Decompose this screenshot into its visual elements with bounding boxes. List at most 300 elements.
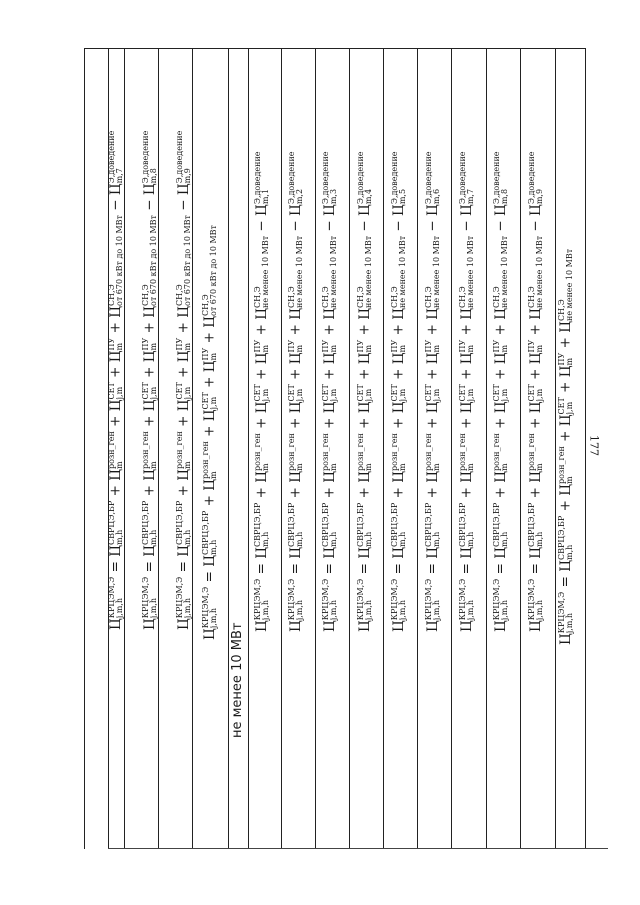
formula-row (254, 151, 270, 632)
price-term-gen-subscript: m (209, 471, 218, 480)
plus-sign: + (390, 319, 407, 340)
price-symbol: Ц (458, 352, 475, 365)
price-term-left-superscript: КРЦЭМ,Э (557, 591, 566, 634)
price-term-set (527, 384, 543, 413)
price-term-pu-superscript: ПУ (526, 339, 536, 353)
formula-row (322, 151, 338, 632)
price-symbol: Ц (175, 469, 192, 481)
price-term-left-superscript: КРЦЭМ,Э (201, 586, 210, 629)
price-term-svr (390, 503, 406, 559)
price-term-sn-superscript: СН,Э (389, 286, 399, 308)
price-symbol: Ц (253, 547, 270, 559)
price-term-gen (425, 433, 441, 483)
price-term-pu-superscript: ПУ (321, 339, 331, 353)
row-divider (228, 48, 229, 848)
price-term-pu (390, 340, 406, 365)
price-term-delivery (527, 151, 543, 215)
price-term-left-superscript: КРЦЭМ,Э (424, 578, 433, 621)
plus-sign: + (557, 332, 574, 353)
price-term-set-superscript: СЕТ (424, 384, 433, 402)
price-term-sn-superscript: СН,Э (107, 284, 116, 306)
price-symbol: Ц (201, 628, 218, 640)
price-term-svr (202, 511, 218, 567)
price-term-sn (425, 236, 441, 320)
plus-sign: + (321, 319, 338, 340)
price-term-svr-superscript: СВРЦЭ,БР (253, 502, 262, 547)
row-divider (383, 48, 384, 848)
price-term-gen-superscript: розн_ген (458, 433, 468, 472)
price-term-delivery (459, 151, 475, 215)
price-term-left (142, 577, 158, 630)
price-symbol: Ц (458, 547, 475, 559)
price-symbol: Ц (527, 204, 544, 216)
price-term-set-superscript: СЕТ (355, 384, 365, 402)
price-symbol: Ц (527, 352, 544, 365)
plus-sign: + (321, 364, 338, 385)
price-term-set-subscript: j,m (295, 388, 305, 402)
price-term-svr-subscript: m,h (261, 531, 270, 547)
price-term-sn-superscript: СН,Э (175, 284, 184, 306)
price-symbol: Ц (424, 401, 441, 414)
plus-sign: + (253, 364, 270, 385)
price-term-svr (322, 503, 338, 559)
price-term-svr-superscript: СВРЦЭ,БР (141, 500, 150, 545)
price-symbol: Ц (390, 547, 407, 559)
plus-sign: + (557, 495, 574, 516)
plus-sign: + (527, 319, 544, 340)
formula-row (176, 131, 192, 630)
price-symbol: Ц (253, 308, 270, 320)
price-symbol: Ц (175, 399, 192, 412)
price-symbol: Ц (424, 547, 441, 559)
price-symbol: Ц (557, 560, 574, 572)
price-symbol: Ц (356, 308, 373, 320)
formula-row (528, 151, 544, 632)
price-term-pu-subscript: m (466, 344, 476, 353)
price-term-pu-superscript: ПУ (253, 339, 262, 353)
minus-sign: − (287, 215, 304, 236)
price-term-delivery (142, 131, 158, 195)
price-symbol: Ц (107, 399, 124, 412)
price-symbol: Ц (175, 306, 192, 318)
price-term-sn-superscript: СН,Э (557, 299, 566, 321)
price-term-delivery (288, 151, 304, 215)
plus-sign: + (458, 482, 475, 503)
price-term-set-superscript: СЕТ (492, 384, 502, 402)
price-term-sn-superscript: СН,Э (253, 286, 262, 308)
price-term-set-superscript: СЕТ (287, 384, 297, 402)
price-term-left-subscript: j,m,h (183, 597, 192, 619)
price-term-left (254, 579, 270, 632)
price-symbol: Ц (527, 471, 544, 483)
price-term-gen (142, 431, 158, 481)
price-term-sn-subscript: не менее 10 МВт (261, 235, 270, 308)
price-term-left-subscript: j,m,h (149, 597, 158, 619)
price-term-pu (425, 340, 441, 365)
price-term-gen-subscript: m (183, 461, 192, 470)
price-symbol: Ц (175, 183, 192, 196)
row-divider (486, 48, 487, 848)
price-symbol: Ц (492, 547, 509, 559)
price-term-sn-superscript: СН,Э (424, 286, 433, 308)
plus-sign: + (424, 482, 441, 503)
formula-row (459, 151, 475, 632)
price-term-set-subscript: j,m (466, 388, 476, 402)
price-term-left (390, 579, 406, 632)
price-term-set-subscript: j,m (209, 396, 218, 410)
price-term-delivery-superscript: Э,доведение (287, 151, 297, 205)
minus-sign: − (458, 215, 475, 236)
price-term-pu-superscript: ПУ (107, 337, 116, 351)
price-term-pu-subscript: m (500, 344, 510, 353)
price-term-delivery-superscript: Э,доведение (355, 151, 365, 205)
price-term-set-subscript: j,m (115, 386, 124, 400)
price-term-pu-superscript: ПУ (355, 339, 365, 353)
price-term-delivery-superscript: Э,доведение (253, 151, 262, 205)
price-term-gen-superscript: розн_ген (389, 433, 399, 472)
plus-sign: + (492, 413, 509, 434)
price-term-gen (202, 441, 218, 491)
price-term-gen-superscript: розн_ген (492, 433, 502, 472)
price-term-svr (527, 503, 543, 559)
row-divider (158, 48, 159, 848)
price-symbol: Ц (321, 204, 338, 216)
price-term-set (288, 384, 304, 413)
price-symbol: Ц (175, 350, 192, 363)
price-term-set (493, 384, 509, 413)
price-symbol: Ц (321, 308, 338, 320)
price-symbol: Ц (201, 316, 218, 328)
price-term-sn-subscript: от 670 кВт до 10 МВт (149, 215, 158, 306)
price-term-left-subscript: j,m,h (432, 599, 441, 621)
price-term-svr-superscript: СВРЦЭ,БР (557, 515, 566, 560)
price-term-set-subscript: j,m (500, 388, 510, 402)
price-term-pu-superscript: ПУ (424, 339, 433, 353)
bottom-rule (108, 848, 608, 849)
price-term-set-subscript: j,m (397, 388, 407, 402)
price-term-set (425, 384, 441, 413)
price-term-svr-superscript: СВРЦЭ,БР (458, 502, 468, 547)
price-term-set-superscript: СЕТ (389, 384, 399, 402)
price-term-gen (322, 433, 338, 483)
price-term-delivery (108, 131, 124, 195)
price-symbol: Ц (492, 620, 509, 632)
price-term-svr (142, 501, 158, 557)
plus-sign: + (253, 482, 270, 503)
price-term-delivery-subscript: m,9 (534, 188, 544, 205)
price-term-delivery-subscript: m,9 (183, 168, 192, 184)
price-term-set (459, 384, 475, 413)
page-number: 177 (587, 435, 601, 456)
price-term-sn-superscript: СН,Э (355, 286, 365, 308)
price-term-set (176, 382, 192, 411)
price-term-left-subscript: j,m,h (466, 599, 476, 621)
price-term-sn (108, 215, 124, 318)
price-term-sn (254, 236, 270, 320)
plus-sign: + (201, 490, 218, 511)
price-symbol: Ц (253, 620, 270, 632)
price-term-sn-subscript: не менее 10 МВт (466, 235, 476, 308)
plus-sign: + (424, 319, 441, 340)
minus-sign: − (424, 215, 441, 236)
equals-sign: = (253, 558, 270, 579)
price-term-sn-subscript: не менее 10 МВт (363, 235, 373, 308)
price-term-gen-superscript: розн_ген (526, 433, 536, 472)
price-term-delivery-superscript: Э,доведение (107, 130, 116, 184)
price-term-svr (356, 503, 372, 559)
price-symbol: Ц (424, 471, 441, 483)
price-term-delivery-subscript: m,7 (466, 188, 476, 205)
plus-sign: + (107, 411, 124, 432)
price-term-svr (288, 503, 304, 559)
plus-sign: + (175, 362, 192, 383)
plus-sign: + (492, 364, 509, 385)
plus-sign: + (141, 317, 158, 338)
price-term-pu-subscript: m (115, 342, 124, 351)
price-term-sn-superscript: СН,Э (201, 294, 210, 316)
minus-sign: − (253, 215, 270, 236)
price-term-pu (527, 340, 543, 365)
price-symbol: Ц (458, 401, 475, 414)
price-term-set-superscript: СЕТ (526, 384, 536, 402)
price-term-delivery-subscript: m,1 (261, 188, 270, 205)
price-term-sn-subscript: не менее 10 МВт (534, 235, 544, 308)
price-term-gen-superscript: розн_ген (253, 433, 262, 472)
price-term-pu (493, 340, 509, 365)
price-term-sn-subscript: не менее 10 МВт (432, 235, 441, 308)
price-term-delivery-subscript: m,8 (149, 168, 158, 184)
plus-sign: + (390, 364, 407, 385)
price-term-left-superscript: КРЦЭМ,Э (253, 578, 262, 621)
price-symbol: Ц (287, 204, 304, 216)
price-term-svr (558, 516, 574, 572)
price-term-left-subscript: j,m,h (295, 599, 305, 621)
price-term-pu (288, 340, 304, 365)
price-term-sn-subscript: не менее 10 МВт (329, 235, 339, 308)
formula-row (288, 151, 304, 632)
price-term-sn (558, 249, 574, 333)
price-symbol: Ц (527, 401, 544, 414)
price-term-gen-subscript: m (534, 463, 544, 472)
row-divider (520, 48, 521, 848)
price-term-set (322, 384, 338, 413)
price-term-pu-superscript: ПУ (389, 339, 399, 353)
price-term-left (202, 587, 218, 640)
price-term-left (527, 579, 543, 632)
price-term-gen-subscript: m (329, 463, 339, 472)
price-term-left-superscript: КРЦЭМ,Э (458, 578, 468, 621)
price-term-svr-superscript: СВРЦЭ,БР (389, 502, 399, 547)
equals-sign: = (527, 558, 544, 579)
price-term-left (558, 592, 574, 645)
price-term-sn-superscript: СН,Э (526, 286, 536, 308)
plus-sign: + (527, 413, 544, 434)
price-symbol: Ц (390, 471, 407, 483)
price-term-left (493, 579, 509, 632)
price-term-svr-superscript: СВРЦЭ,БР (424, 502, 433, 547)
price-term-left-superscript: КРЦЭМ,Э (389, 578, 399, 621)
price-term-set-subscript: j,m (565, 401, 574, 415)
formula-row (108, 131, 124, 630)
price-symbol: Ц (253, 204, 270, 216)
price-term-sn-subscript: не менее 10 МВт (295, 235, 305, 308)
price-term-svr-superscript: СВРЦЭ,БР (492, 502, 502, 547)
plus-sign: + (107, 480, 124, 501)
price-term-left-subscript: j,m,h (500, 599, 510, 621)
price-term-delivery-superscript: Э,доведение (526, 151, 536, 205)
plus-sign: + (253, 413, 270, 434)
row-divider (192, 48, 193, 848)
price-symbol: Ц (424, 352, 441, 365)
price-term-delivery (322, 151, 338, 215)
price-term-set (390, 384, 406, 413)
price-term-gen-subscript: m (565, 476, 574, 485)
price-symbol: Ц (390, 401, 407, 414)
price-term-delivery-superscript: Э,доведение (175, 130, 184, 184)
price-term-pu-superscript: ПУ (287, 339, 297, 353)
price-term-svr-superscript: СВРЦЭ,БР (287, 502, 297, 547)
price-term-gen-subscript: m (115, 461, 124, 470)
price-term-left-superscript: КРЦЭМ,Э (287, 578, 297, 621)
price-symbol: Ц (287, 471, 304, 483)
price-term-gen-subscript: m (363, 463, 373, 472)
plus-sign: + (175, 411, 192, 432)
price-term-delivery-subscript: m,7 (115, 168, 124, 184)
price-term-pu-subscript: m (329, 344, 339, 353)
price-term-svr-superscript: СВРЦЭ,БР (107, 500, 116, 545)
price-symbol: Ц (424, 308, 441, 320)
price-term-left-subscript: j,m,h (115, 597, 124, 619)
price-symbol: Ц (458, 204, 475, 216)
price-term-set-subscript: j,m (534, 388, 544, 402)
price-term-sn-subscript: не менее 10 МВт (565, 248, 574, 321)
price-term-left-subscript: j,m,h (363, 599, 373, 621)
price-symbol: Ц (141, 399, 158, 412)
price-symbol: Ц (287, 547, 304, 559)
minus-sign: − (107, 195, 124, 216)
formula-row (493, 151, 509, 632)
price-term-set-superscript: СЕТ (458, 384, 468, 402)
price-term-gen (176, 431, 192, 481)
equals-sign: = (287, 558, 304, 579)
price-term-sn-subscript: не менее 10 МВт (397, 235, 407, 308)
price-symbol: Ц (458, 471, 475, 483)
price-symbol: Ц (175, 618, 192, 630)
price-term-pu-subscript: m (534, 344, 544, 353)
minus-sign: − (356, 215, 373, 236)
price-term-delivery-subscript: m,4 (363, 188, 373, 205)
price-term-pu-subscript: m (261, 344, 270, 353)
plus-sign: + (458, 413, 475, 434)
price-symbol: Ц (287, 308, 304, 320)
price-term-left-subscript: j,m,h (329, 599, 339, 621)
price-symbol: Ц (557, 321, 574, 333)
price-term-pu-superscript: ПУ (492, 339, 502, 353)
price-term-sn-superscript: СН,Э (492, 286, 502, 308)
formula-row (202, 225, 218, 640)
price-term-left-subscript: j,m,h (565, 612, 574, 634)
price-term-gen-superscript: розн_ген (557, 446, 566, 485)
plus-sign: + (287, 413, 304, 434)
price-term-svr-subscript: m,h (295, 531, 305, 547)
price-term-gen-superscript: розн_ген (321, 433, 331, 472)
price-term-sn-superscript: СН,Э (321, 286, 331, 308)
price-term-svr-subscript: m,h (565, 544, 574, 560)
plus-sign: + (201, 421, 218, 442)
price-term-set (108, 382, 124, 411)
price-term-svr-subscript: m,h (500, 531, 510, 547)
price-term-delivery-superscript: Э,доведение (321, 151, 331, 205)
price-term-left-superscript: КРЦЭМ,Э (107, 576, 116, 619)
price-term-left (176, 577, 192, 630)
price-term-gen-subscript: m (432, 463, 441, 472)
row-divider (315, 48, 316, 848)
price-term-svr-superscript: СВРЦЭ,БР (321, 502, 331, 547)
price-term-left (425, 579, 441, 632)
price-symbol: Ц (141, 618, 158, 630)
price-term-svr (108, 501, 124, 557)
price-term-svr-subscript: m,h (149, 529, 158, 545)
minus-sign: − (175, 195, 192, 216)
price-symbol: Ц (321, 620, 338, 632)
price-term-svr-superscript: СВРЦЭ,БР (526, 502, 536, 547)
price-term-delivery (356, 151, 372, 215)
price-symbol: Ц (557, 633, 574, 645)
price-term-gen-superscript: розн_ген (287, 433, 297, 472)
price-term-left-superscript: КРЦЭМ,Э (492, 578, 502, 621)
price-term-pu-superscript: ПУ (175, 337, 184, 351)
price-symbol: Ц (424, 620, 441, 632)
equals-sign: = (321, 558, 338, 579)
price-term-pu (459, 340, 475, 365)
row-divider (417, 48, 418, 848)
price-term-left (288, 579, 304, 632)
price-symbol: Ц (141, 545, 158, 557)
plus-sign: + (107, 362, 124, 383)
price-term-delivery (254, 151, 270, 215)
price-term-delivery (176, 131, 192, 195)
price-symbol: Ц (287, 401, 304, 414)
price-term-svr-subscript: m,h (115, 529, 124, 545)
plus-sign: + (424, 413, 441, 434)
price-term-set-superscript: СЕТ (557, 397, 566, 415)
price-term-svr-subscript: m,h (397, 531, 407, 547)
price-term-gen-superscript: розн_ген (107, 431, 116, 470)
plus-sign: + (141, 411, 158, 432)
price-symbol: Ц (253, 471, 270, 483)
plus-sign: + (492, 319, 509, 340)
price-term-set-superscript: СЕТ (107, 382, 116, 400)
price-symbol: Ц (356, 352, 373, 365)
price-term-gen (254, 433, 270, 483)
price-term-delivery-superscript: Э,доведение (141, 130, 150, 184)
plus-sign: + (253, 319, 270, 340)
price-term-svr-subscript: m,h (466, 531, 476, 547)
price-term-pu (322, 340, 338, 365)
row-divider (555, 48, 556, 848)
price-symbol: Ц (141, 350, 158, 363)
price-symbol: Ц (107, 618, 124, 630)
row-divider (451, 48, 452, 848)
price-term-svr (493, 503, 509, 559)
price-term-gen-superscript: розн_ген (201, 441, 210, 480)
price-term-pu (202, 348, 218, 373)
price-symbol: Ц (201, 479, 218, 491)
price-symbol: Ц (356, 204, 373, 216)
price-term-left-superscript: КРЦЭМ,Э (321, 578, 331, 621)
price-term-set-superscript: СЕТ (175, 382, 184, 400)
price-symbol: Ц (527, 620, 544, 632)
